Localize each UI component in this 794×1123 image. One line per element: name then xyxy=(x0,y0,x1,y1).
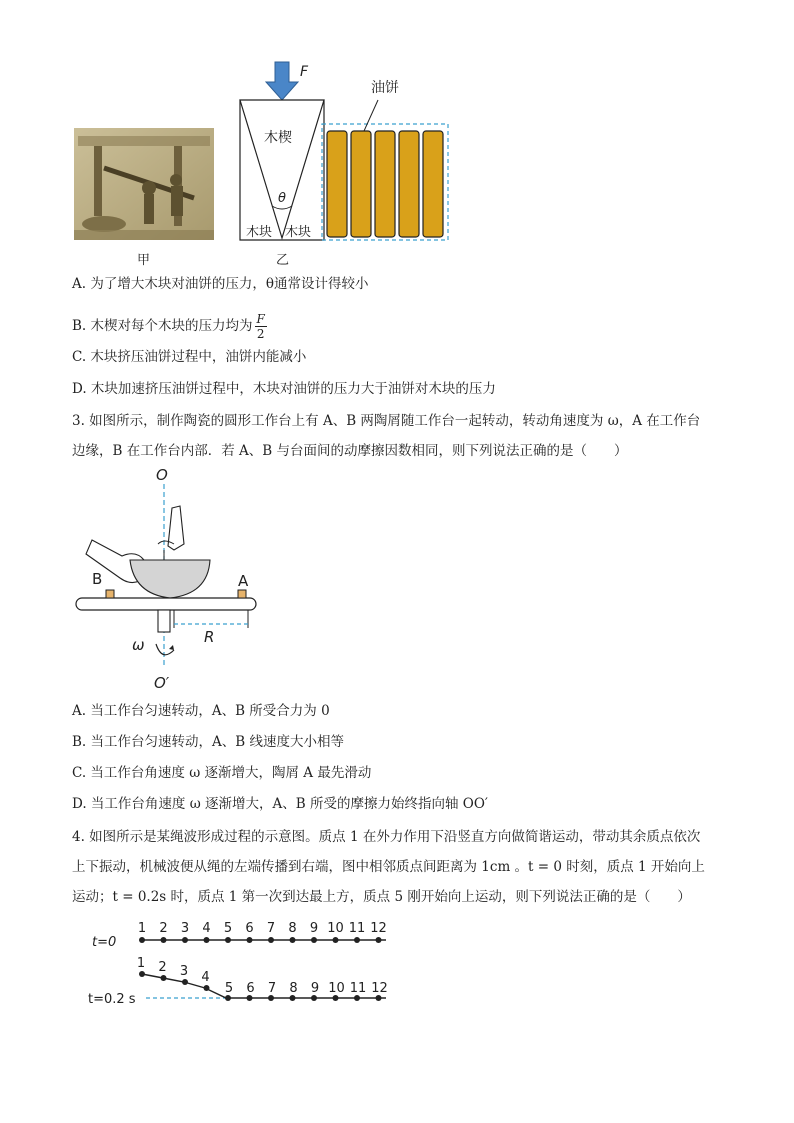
particle-t0-9 xyxy=(311,937,317,943)
particle-t0-4 xyxy=(204,937,210,943)
q2-option-c: C. 木块挤压油饼过程中，油饼内能减小 xyxy=(72,349,307,365)
wedge-label: 木楔 xyxy=(264,130,292,146)
q2-option-d: D. 木块加速挤压油饼过程中，木块对油饼的压力大于油饼对木块的压力 xyxy=(72,381,496,397)
wedge xyxy=(240,100,324,238)
particle-t0-label-8: 8 xyxy=(288,921,297,936)
q3-stem-line2: 边缘，B 在工作台内部．若 A、B 与台面间的动摩擦因数相同，则下列说法正确的是（ ） xyxy=(72,443,628,459)
particle-t0-1 xyxy=(139,937,145,943)
particle-t0-label-3: 3 xyxy=(180,921,190,936)
particle-t0-label-11: 11 xyxy=(348,921,366,936)
q2-option-a: A. 为了增大木块对油饼的压力，θ通常设计得较小 xyxy=(72,276,369,292)
particle-t1-label-1: 1 xyxy=(136,956,146,971)
particle-t0-5 xyxy=(225,937,231,943)
particle-t1-label-5: 5 xyxy=(224,981,234,996)
omega-label: ω xyxy=(132,636,145,654)
q4-stem-line1: 4. 如图所示是某绳波形成过程的示意图。质点 1 在外力作用下沿竖直方向做简谐运动，带动其余质点依次 xyxy=(72,829,701,845)
pottery-wheel-diagram xyxy=(72,466,272,692)
q4-stem-line2: 上下振动，机械波便从绳的左端传播到右端，图中相邻质点间距离为 1cm 。t = 0 时刻，质点 1 开始向上 xyxy=(72,859,705,875)
q4-stem-line3: 运动；t = 0.2s 时，质点 1 第一次到达最上方，质点 5 刚开始向上运动，则下列说法正确的是（ ） xyxy=(72,889,691,905)
particle-t1-2 xyxy=(161,975,167,981)
oil-cake xyxy=(423,131,443,237)
particle-t0-12 xyxy=(376,937,382,943)
particle-t1-label-3: 3 xyxy=(179,964,189,979)
particle-t0-label-4: 4 xyxy=(202,921,211,936)
particle-t0-label-12: 12 xyxy=(370,921,387,936)
q3-option-b: B. 当工作台匀速转动，A、B 线速度大小相等 xyxy=(72,734,344,750)
figure-label-yi: 乙 xyxy=(276,253,290,268)
particle-t0-8 xyxy=(290,937,296,943)
particle-t1-label-6: 6 xyxy=(246,981,255,996)
ancient-oil-press-image xyxy=(74,128,214,240)
particle-t0-label-9: 9 xyxy=(309,921,319,936)
particle-t1-label-2: 2 xyxy=(158,960,167,975)
particle-t0-3 xyxy=(182,937,188,943)
particle-t1-label-11: 11 xyxy=(349,981,367,996)
q2-option-b xyxy=(72,312,267,341)
label-a: A xyxy=(238,572,249,590)
radius-label: R xyxy=(204,628,215,646)
particle-t1-label-4: 4 xyxy=(201,970,210,985)
particle-t0-10 xyxy=(333,937,339,943)
rope-t1-points xyxy=(137,956,388,1001)
oil-cake xyxy=(327,131,347,237)
q2-option-b-text: B. 木楔对每个木块的压力均为 xyxy=(72,318,253,334)
particle-t1-1 xyxy=(139,971,145,977)
t0-label: t=0 xyxy=(92,935,117,950)
particle-t1-4 xyxy=(204,985,210,991)
particle-t0-label-6: 6 xyxy=(245,921,254,936)
oil-cake xyxy=(399,131,419,237)
particle-t0-label-5: 5 xyxy=(223,921,233,936)
wedge-diagram xyxy=(238,60,452,246)
particle-t0-11 xyxy=(354,937,360,943)
particle-t1-label-12: 12 xyxy=(371,981,388,996)
axis-bottom-label: O′ xyxy=(154,674,170,692)
particle-t1-label-10: 10 xyxy=(328,981,345,996)
oil-cake xyxy=(351,131,371,237)
particle-t0-label-7: 7 xyxy=(266,921,276,936)
label-b: B xyxy=(92,570,103,588)
q3-stem-line1: 3. 如图所示，制作陶瓷的圆形工作台上有 A、B 两陶屑随工作台一起转动，转动角速度为 ω，A 在工作台 xyxy=(72,413,701,429)
oil-cake xyxy=(375,131,395,237)
axis-top-label: O xyxy=(156,466,168,484)
turntable xyxy=(76,598,256,610)
bowl xyxy=(130,560,210,598)
q3-option-a: A. 当工作台匀速转动，A、B 所受合力为 0 xyxy=(72,703,330,719)
particle-t0-label-2: 2 xyxy=(159,921,168,936)
t1-label: t=0.2 s xyxy=(88,992,136,1007)
force-label: F xyxy=(300,64,309,80)
fraction-numerator: F xyxy=(256,312,265,326)
particle-t1-label-8: 8 xyxy=(289,981,298,996)
particle-t0-label-10: 10 xyxy=(327,921,344,936)
figure-label-jia: 甲 xyxy=(137,253,151,268)
q3-option-c: C. 当工作台角速度 ω 逐渐增大，陶屑 A 最先滑动 xyxy=(72,765,372,781)
oil-cake-label: 油饼 xyxy=(371,80,399,96)
force-arrow xyxy=(266,62,298,100)
particle-a xyxy=(238,590,246,598)
particle-t0-2 xyxy=(161,937,167,943)
left-block-label: 木块 xyxy=(246,225,273,240)
particle-t1-label-9: 9 xyxy=(310,981,320,996)
theta-label: θ xyxy=(278,191,286,206)
particle-t1-label-7: 7 xyxy=(267,981,277,996)
particle-b xyxy=(106,590,114,598)
particle-t0-7 xyxy=(268,937,274,943)
rope-wave-diagram xyxy=(80,912,400,1012)
particle-t0-6 xyxy=(247,937,253,943)
fraction-denominator: 2 xyxy=(256,327,265,341)
particle-t0-label-1: 1 xyxy=(137,921,147,936)
fraction-f-over-2 xyxy=(255,312,267,341)
particle-t1-3 xyxy=(182,979,188,985)
right-block-label: 木块 xyxy=(285,225,312,240)
q3-option-d: D. 当工作台角速度 ω 逐渐增大，A、B 所受的摩擦力始终指向轴 OO′ xyxy=(72,796,488,812)
